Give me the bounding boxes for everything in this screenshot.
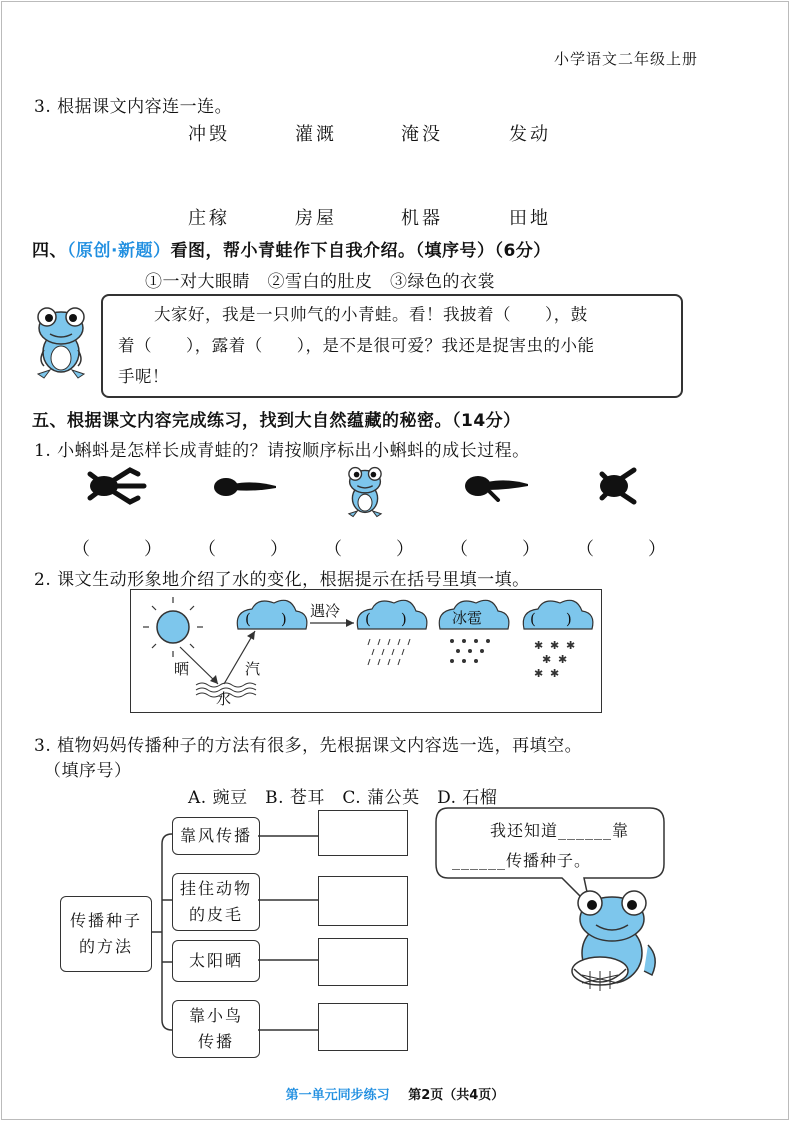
cold-label: 遇冷	[310, 602, 341, 620]
cloud-blank-3[interactable]: ( )	[530, 610, 572, 628]
answer-box-1[interactable]	[318, 810, 408, 856]
tadpole-hind-legs-icon	[462, 470, 530, 502]
link-word-top-3[interactable]: 淹没	[401, 124, 443, 145]
section4-title: 看图，帮小青蛙作下自我介绍。（填序号）（6分）	[170, 241, 551, 261]
answer-box-2[interactable]	[318, 876, 408, 926]
link-word-top-4[interactable]: 发动	[509, 124, 551, 145]
link-word-bottom-3[interactable]: 机器	[401, 208, 443, 229]
section4-heading	[32, 236, 551, 261]
link-word-top-2[interactable]: 灌溉	[295, 124, 337, 145]
section4-tag: （原创·新题）	[67, 241, 171, 261]
methods-root-label: 传播种子的方法	[69, 911, 142, 956]
connector-lines	[258, 820, 318, 1050]
svg-text:✱: ✱	[542, 653, 552, 666]
footer-page: 第2页（共4页）	[408, 1088, 505, 1103]
stage-blank-5[interactable]: （ ）	[576, 539, 666, 560]
svg-text:✱: ✱	[550, 667, 560, 680]
link-word-bottom-2[interactable]: 房屋	[295, 208, 337, 229]
stage-blank-4[interactable]: （ ）	[450, 539, 540, 560]
method-label-wind: 靠风传播	[179, 826, 252, 845]
water-label: 水	[216, 690, 232, 708]
froglet-icon	[592, 466, 640, 506]
bubble-line-1[interactable]: 我还知道______靠	[490, 821, 630, 840]
footer-unit: 第一单元同步练习	[285, 1088, 390, 1103]
q1-prompt: 1. 小蝌蚪是怎样长成青蛙的？请按顺序标出小蝌蚪的成长过程。	[34, 441, 530, 461]
hail-label: 冰雹	[452, 609, 483, 627]
frog-with-basket-icon	[560, 885, 664, 995]
bracket-lines	[150, 820, 174, 1050]
intro-line-3: 手呢！	[118, 367, 169, 386]
svg-text:✱: ✱	[558, 653, 568, 666]
method-label-animal: 挂住动物的皮毛	[179, 879, 252, 924]
small-frog-icon	[343, 462, 387, 518]
svg-text:✱: ✱	[534, 667, 544, 680]
vapor-label: 汽	[245, 660, 261, 678]
book-title: 小学语文二年级上册	[553, 50, 698, 68]
footer	[0, 1084, 790, 1103]
q2-prompt: 2. 课文生动形象地介绍了水的变化，根据提示在括号里填一填。	[34, 570, 530, 590]
bubble-line-2[interactable]: ______传播种子。	[452, 851, 592, 870]
section5-heading: 五、根据课文内容完成练习，找到大自然蕴藏的秘密。（14分）	[32, 411, 521, 431]
link-word-top-1[interactable]: 冲毁	[188, 124, 230, 145]
stage-blank-3[interactable]: （ ）	[324, 539, 414, 560]
section4-prefix: 四、	[32, 241, 67, 261]
sun-label: 晒	[174, 660, 190, 678]
method-box-wind	[172, 817, 260, 855]
q3-note: （填序号）	[44, 761, 132, 781]
methods-root-box	[60, 896, 152, 972]
section4-options: ①一对大眼睛 ②雪白的肚皮 ③绿色的衣裳	[145, 272, 495, 292]
method-box-animal	[172, 873, 260, 931]
stage-blank-1[interactable]: （ ）	[72, 539, 162, 560]
answer-box-4[interactable]	[318, 1003, 408, 1051]
link-word-bottom-1[interactable]: 庄稼	[188, 208, 230, 229]
intro-text	[118, 299, 673, 392]
q3-prompt: 3. 植物妈妈传播种子的方法有很多，先根据课文内容选一选，再填空。	[34, 736, 583, 756]
intro-line-1[interactable]: 大家好，我是一只帅气的小青蛙。看！我披着（ ），鼓	[154, 305, 588, 324]
link-word-bottom-4[interactable]: 田地	[509, 208, 551, 229]
method-box-bird	[172, 1000, 260, 1058]
q3-link-prompt: 3. 根据课文内容连一连。	[34, 97, 233, 117]
method-box-sun	[172, 940, 260, 982]
q3-options: A. 豌豆 B. 苍耳 C. 蒲公英 D. 石榴	[188, 788, 498, 808]
intro-line-2[interactable]: 着（ ），露着（ ），是不是很可爱？我还是捉害虫的小能	[118, 336, 595, 355]
svg-text:✱: ✱	[566, 639, 576, 652]
cloud-blank-1[interactable]: ( )	[245, 610, 287, 628]
sun-icon	[143, 597, 203, 657]
frog-icon	[30, 300, 92, 380]
method-label-bird: 靠小鸟传播	[188, 1006, 243, 1051]
tadpole-icon	[212, 474, 278, 500]
method-label-sun: 太阳晒	[188, 951, 243, 970]
tadpole-legs-icon	[84, 466, 148, 506]
svg-text:✱: ✱	[550, 639, 560, 652]
stage-blank-2[interactable]: （ ）	[198, 539, 288, 560]
svg-text:✱: ✱	[534, 639, 544, 652]
cloud-blank-2[interactable]: ( )	[365, 610, 407, 628]
answer-box-3[interactable]	[318, 938, 408, 986]
